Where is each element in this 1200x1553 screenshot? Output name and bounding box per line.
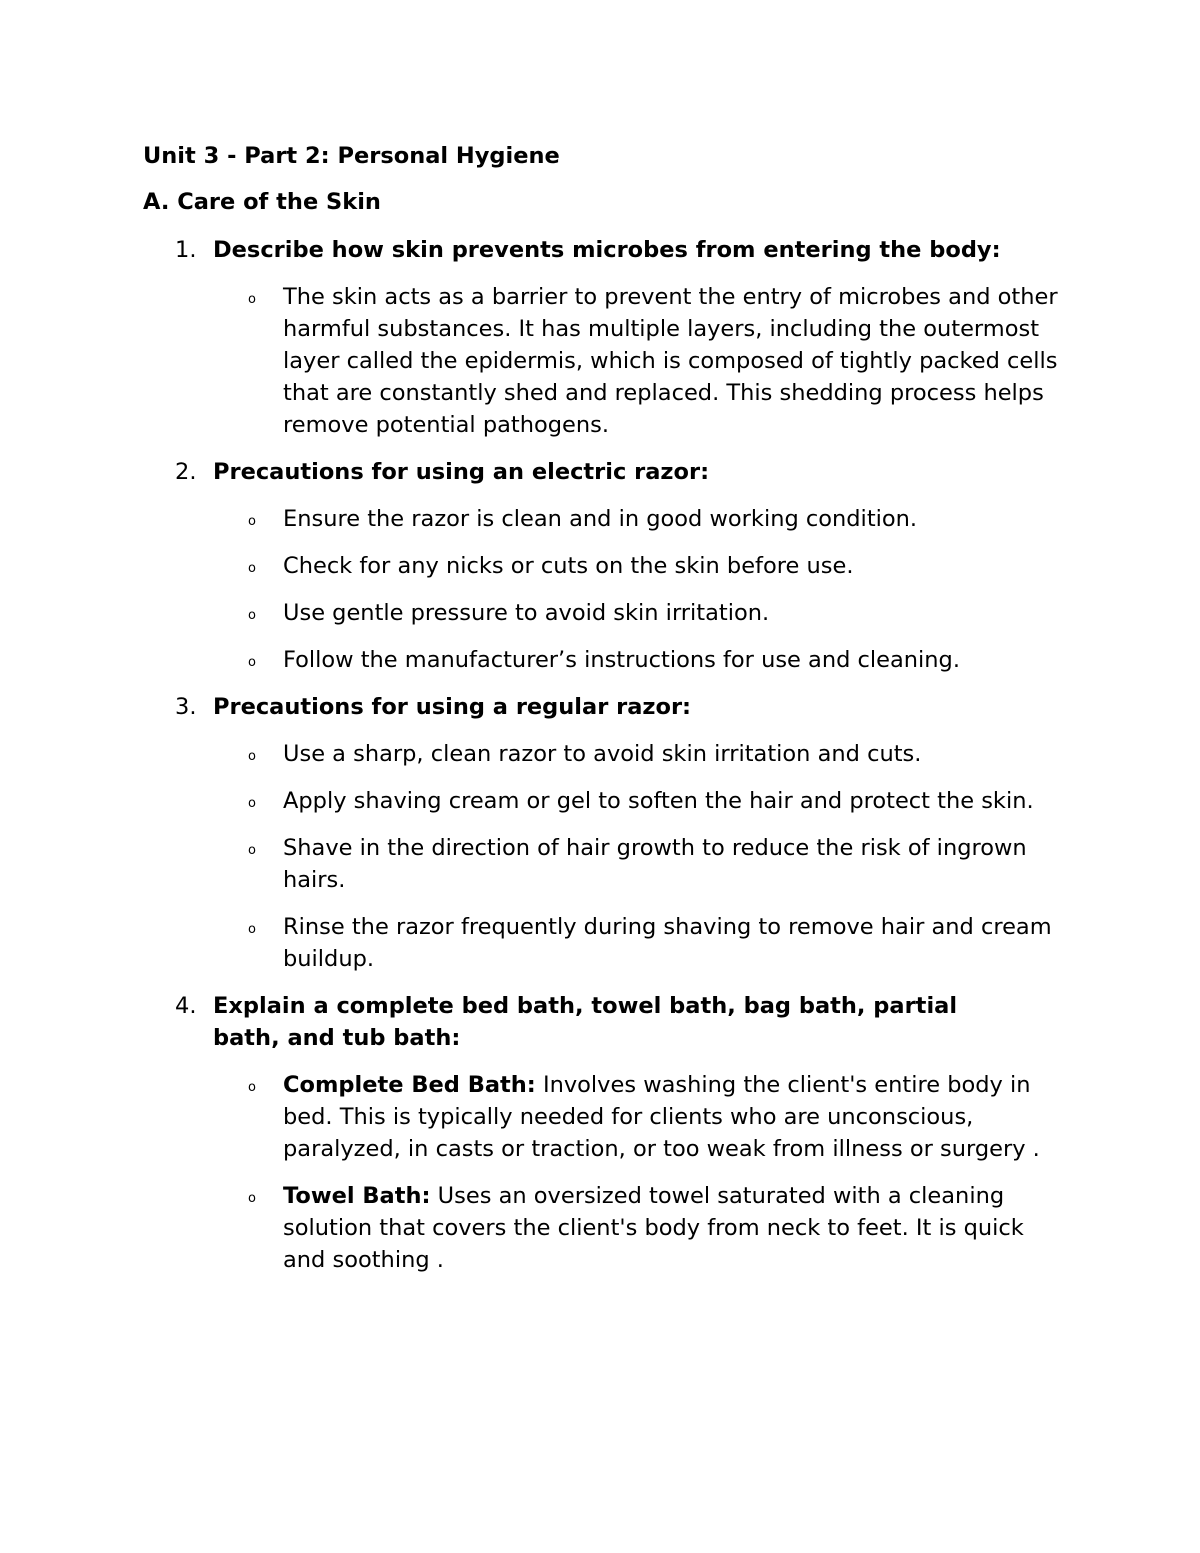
bullet-icon: o [248, 655, 256, 670]
bullet-icon: o [248, 922, 256, 937]
bullet-lead-term: Towel Bath: [283, 1183, 431, 1209]
list-item-number: 1. [175, 237, 197, 263]
bullet-icon: o [248, 514, 256, 529]
list-item-heading: Describe how skin prevents microbes from entering the body: [213, 237, 1001, 263]
bullet-icon: o [248, 608, 256, 623]
bullet-list [0, 281, 1200, 441]
list-item-heading: Precautions for using a regular razor: [213, 694, 692, 720]
bullet-list [0, 738, 1200, 975]
numbered-list [0, 234, 1200, 1291]
bullet-body: Follow the manufacturer’s instructions for use and cleaning. [283, 647, 960, 673]
bullet-list [0, 503, 1200, 676]
bullet-item [0, 1069, 1200, 1165]
bullet-icon: o [248, 292, 256, 307]
bullet-text [283, 1180, 1063, 1276]
bullet-body: Involves washing the client's entire body in bed. This is typically needed for clients who are unconscious, paralyzed, in casts or traction, or too weak from illness or surgery . [283, 1072, 1040, 1162]
bullet-text [283, 1069, 1063, 1165]
bullet-text [283, 738, 1063, 770]
bullet-body: Use a sharp, clean razor to avoid skin irritation and cuts. [283, 741, 922, 767]
bullet-icon: o [248, 796, 256, 811]
page-title: Unit 3 - Part 2: Personal Hygiene [143, 143, 560, 169]
bullet-item [0, 503, 1200, 535]
bullet-text [283, 550, 1063, 582]
bullet-item [0, 738, 1200, 770]
bullet-body: Shave in the direction of hair growth to reduce the risk of ingrown hairs. [283, 835, 1027, 893]
bullet-item [0, 597, 1200, 629]
list-item [0, 691, 1200, 975]
bullet-item [0, 911, 1200, 975]
list-item [0, 234, 1200, 441]
bullet-list [0, 1069, 1200, 1276]
bullet-icon: o [248, 749, 256, 764]
bullet-icon: o [248, 1191, 256, 1206]
bullet-body: The skin acts as a barrier to prevent the entry of microbes and other harmful substances. It has multiple layers, including the outermost layer called the epidermis, which is composed of tightly packed cells that are constantly shed and replaced. This shedding process helps remove potential pathogens. [283, 284, 1058, 438]
bullet-body: Rinse the razor frequently during shaving to remove hair and cream buildup. [283, 914, 1052, 972]
bullet-text [283, 281, 1063, 441]
bullet-text [283, 832, 1063, 896]
bullet-item [0, 1180, 1200, 1276]
bullet-body: Uses an oversized towel saturated with a cleaning solution that covers the client's body from neck to feet. It is quick and soothing . [283, 1183, 1024, 1273]
bullet-body: Use gentle pressure to avoid skin irritation. [283, 600, 770, 626]
list-item [0, 990, 1200, 1276]
bullet-item [0, 550, 1200, 582]
list-item-number: 3. [175, 694, 197, 720]
bullet-text [283, 785, 1063, 817]
bullet-body: Apply shaving cream or gel to soften the hair and protect the skin. [283, 788, 1034, 814]
bullet-item [0, 832, 1200, 896]
bullet-text [283, 503, 1063, 535]
bullet-text [283, 911, 1063, 975]
section-heading: A. Care of the Skin [143, 189, 381, 215]
bullet-item [0, 785, 1200, 817]
bullet-item [0, 281, 1200, 441]
list-item-heading: Precautions for using an electric razor: [213, 459, 710, 485]
bullet-text [283, 597, 1063, 629]
bullet-text [283, 644, 1063, 676]
bullet-icon: o [248, 843, 256, 858]
bullet-item [0, 644, 1200, 676]
bullet-body: Ensure the razor is clean and in good working condition. [283, 506, 918, 532]
list-item-number: 2. [175, 459, 197, 485]
list-item [0, 456, 1200, 676]
bullet-icon: o [248, 561, 256, 576]
list-item-number: 4. [175, 993, 197, 1019]
bullet-body: Check for any nicks or cuts on the skin before use. [283, 553, 854, 579]
list-item-heading: Explain a complete bed bath, towel bath, bag bath, partial bath, and tub bath: [213, 993, 958, 1051]
bullet-lead-term: Complete Bed Bath: [283, 1072, 536, 1098]
bullet-icon: o [248, 1080, 256, 1095]
